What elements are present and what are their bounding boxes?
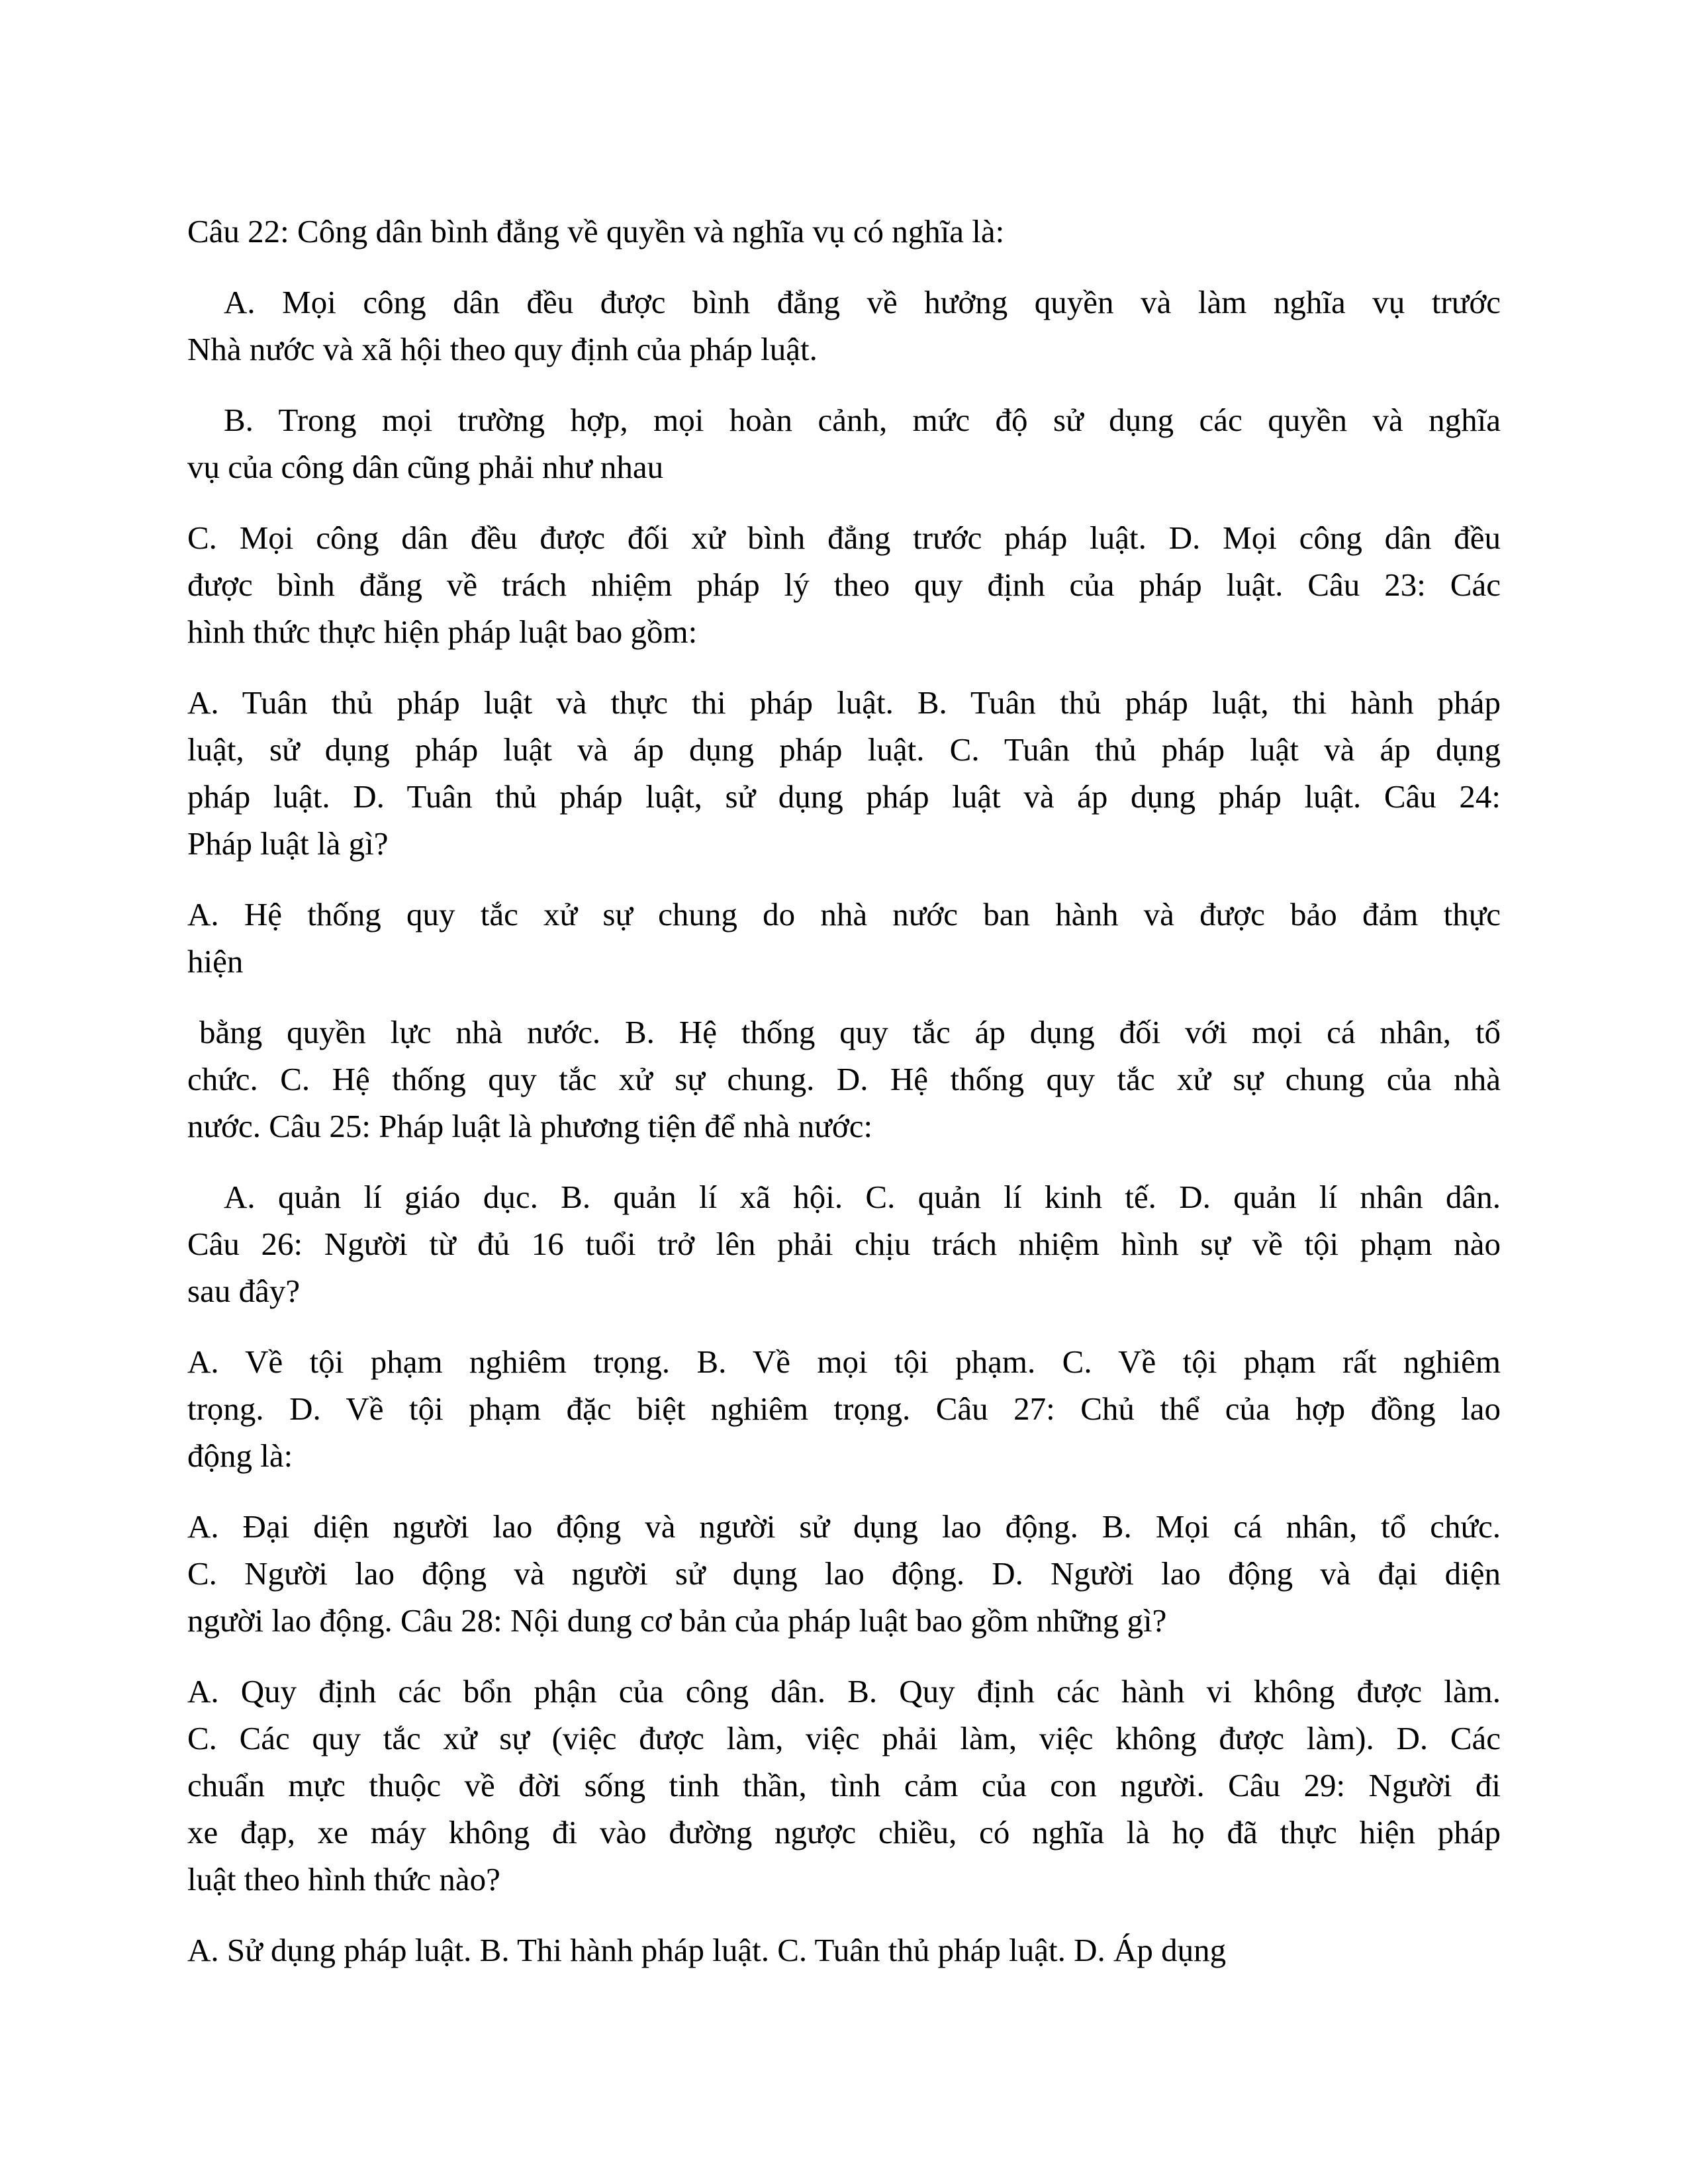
text-line: Pháp luật là gì?	[187, 825, 389, 862]
text-line: A. Hệ thống quy tắc xử sự chung do nhà nước ban hành và được bảo đảm thực	[187, 896, 1501, 933]
text-line: A. Đại diện người lao động và người sử dụng lao động. B. Mọi cá nhân, tổ chức.	[187, 1508, 1501, 1545]
text-line: A. Sử dụng pháp luật. B. Thi hành pháp luật. C. Tuân thủ pháp luật. D. Áp dụng	[187, 1932, 1227, 1968]
paragraph	[187, 1927, 1501, 1974]
paragraph	[187, 208, 1501, 255]
paragraph	[187, 514, 1501, 655]
text-line: chức. C. Hệ thống quy tắc xử sự chung. D. Hệ thống quy tắc xử sự chung của nhà	[187, 1061, 1501, 1097]
text-line: A. quản lí giáo dục. B. quản lí xã hội. C. quản lí kinh tế. D. quản lí nhân dân.	[224, 1179, 1501, 1215]
text-line: A. Mọi công dân đều được bình đẳng về hưởng quyền và làm nghĩa vụ trước	[224, 284, 1501, 320]
paragraph	[187, 891, 1501, 985]
text-line: hiện	[187, 943, 244, 979]
paragraph	[187, 1668, 1501, 1903]
paragraph	[187, 679, 1501, 867]
text-line: chuẩn mực thuộc về đời sống tinh thần, tình cảm của con người. Câu 29: Người đi	[187, 1767, 1501, 1803]
text-line: xe đạp, xe máy không đi vào đường ngược chiều, có nghĩa là họ đã thực hiện pháp	[187, 1814, 1501, 1850]
text-line: A. Quy định các bổn phận của công dân. B. Quy định các hành vi không được làm.	[187, 1673, 1501, 1709]
text-line: A. Tuân thủ pháp luật và thực thi pháp luật. B. Tuân thủ pháp luật, thi hành pháp	[187, 684, 1501, 721]
text-line: được bình đẳng về trách nhiệm pháp lý theo quy định của pháp luật. Câu 23: Các	[187, 567, 1501, 603]
question-text-block	[187, 208, 1501, 1974]
text-line: hình thức thực hiện pháp luật bao gồm:	[187, 614, 698, 650]
text-line: vụ của công dân cũng phải như nhau	[187, 449, 664, 485]
text-line: B. Trong mọi trường hợp, mọi hoàn cảnh, mức độ sử dụng các quyền và nghĩa	[224, 402, 1501, 438]
text-line: luật, sử dụng pháp luật và áp dụng pháp luật. C. Tuân thủ pháp luật và áp dụng	[187, 731, 1501, 768]
text-line: luật theo hình thức nào?	[187, 1861, 500, 1897]
text-line: người lao động. Câu 28: Nội dung cơ bản của pháp luật bao gồm những gì?	[187, 1602, 1167, 1639]
text-line: pháp luật. D. Tuân thủ pháp luật, sử dụng pháp luật và áp dụng pháp luật. Câu 24:	[187, 778, 1501, 815]
paragraph	[187, 279, 1501, 373]
text-line: bằng quyền lực nhà nước. B. Hệ thống quy tắc áp dụng đối với mọi cá nhân, tổ	[199, 1014, 1501, 1050]
text-line: C. Người lao động và người sử dụng lao động. D. Người lao động và đại diện	[187, 1555, 1501, 1592]
text-line: Nhà nước và xã hội theo quy định của pháp luật.	[187, 331, 818, 367]
text-line: trọng. D. Về tội phạm đặc biệt nghiêm trọng. Câu 27: Chủ thể của hợp đồng lao	[187, 1390, 1501, 1427]
paragraph	[187, 396, 1501, 490]
paragraph	[187, 1503, 1501, 1644]
paragraph	[187, 1009, 1501, 1150]
text-line: C. Mọi công dân đều được đối xử bình đẳng trước pháp luật. D. Mọi công dân đều	[187, 520, 1501, 556]
paragraph	[187, 1173, 1501, 1314]
text-line: A. Về tội phạm nghiêm trọng. B. Về mọi tội phạm. C. Về tội phạm rất nghiêm	[187, 1343, 1501, 1380]
text-line: C. Các quy tắc xử sự (việc được làm, việc phải làm, việc không được làm). D. Các	[187, 1720, 1501, 1756]
text-line: động là:	[187, 1437, 293, 1474]
text-line: sau đây?	[187, 1273, 301, 1309]
paragraph	[187, 1338, 1501, 1479]
text-line: nước. Câu 25: Pháp luật là phương tiện để nhà nước:	[187, 1108, 873, 1144]
text-line: Câu 26: Người từ đủ 16 tuổi trở lên phải chịu trách nhiệm hình sự về tội phạm nào	[187, 1226, 1501, 1262]
text-line: Câu 22: Công dân bình đẳng về quyền và nghĩa vụ có nghĩa là:	[187, 213, 1005, 250]
